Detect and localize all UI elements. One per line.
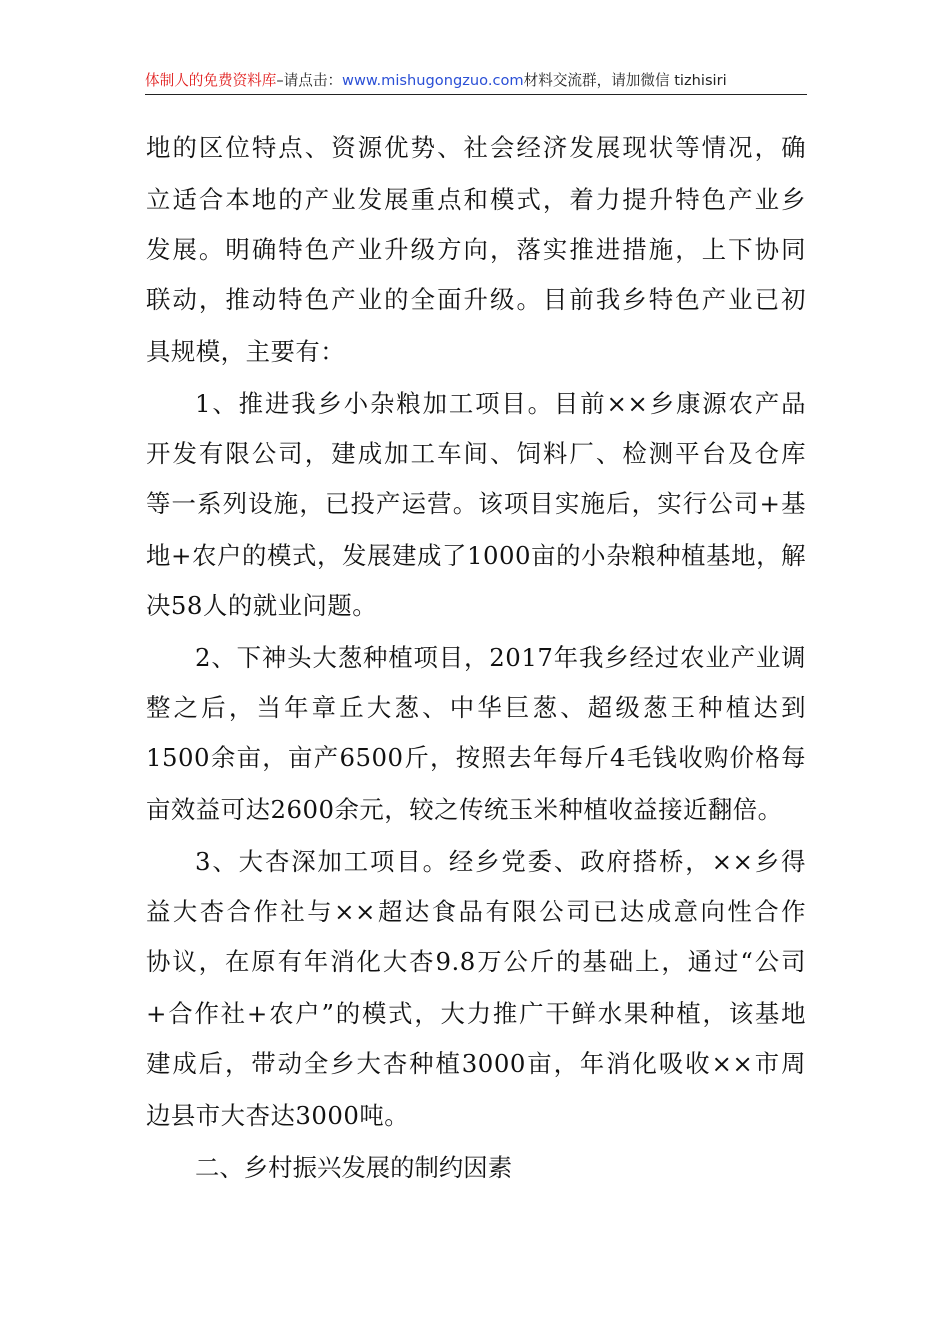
text-line: 发展。明确特色产业升级方向，落实推进措施，上下协同 (146, 235, 806, 264)
text-line: 决58人的就业问题。 (146, 591, 378, 620)
header-cta: –请点击： (276, 72, 343, 89)
section-heading: 二、乡村振兴发展的制约因素 (195, 1153, 513, 1182)
text-line: 地的区位特点、资源优势、社会经济发展现状等情况，确 (146, 133, 806, 162)
text-line: 2、下神头大葱种植项目，2017年我乡经过农业产业调 (195, 643, 806, 672)
text-line: +合作社+农户”的模式，大力推广干鲜水果种植，该基地 (146, 999, 806, 1028)
header-note: 材料交流群，请加微信 tizhisiri (523, 72, 727, 89)
text-line: 等一系列设施，已投产运营。该项目实施后，实行公司+基 (146, 489, 806, 518)
header-brand: 体制人的免费资料库 (145, 72, 277, 89)
text-line: 1500余亩，亩产6500斤，按照去年每斤4毛钱收购价格每 (146, 743, 806, 772)
page-header (145, 68, 807, 95)
text-line: 开发有限公司，建成加工车间、饲料厂、检测平台及仓库 (146, 439, 806, 468)
text-line: 3、大杏深加工项目。经乡党委、政府搭桥，××乡得 (195, 847, 806, 876)
text-line: 立适合本地的产业发展重点和模式，着力提升特色产业乡 (146, 185, 806, 214)
text-line: 1、推进我乡小杂粮加工项目。目前××乡康源农产品 (195, 389, 806, 418)
text-line: 建成后，带动全乡大杏种植3000亩，年消化吸收××市周 (146, 1049, 806, 1078)
header-url-link[interactable]: www.mishugongzuo.com (342, 72, 524, 89)
text-line: 协议，在原有年消化大杏9.8万公斤的基础上，通过“公司 (146, 947, 806, 976)
text-line: 益大杏合作社与××超达食品有限公司已达成意向性合作 (146, 897, 806, 926)
text-line: 亩效益可达2600余元，较之传统玉米种植收益接近翻倍。 (146, 795, 783, 824)
text-line: 具规模，主要有： (146, 337, 346, 366)
text-line: 地+农户的模式，发展建成了1000亩的小杂粮种植基地，解 (146, 541, 806, 570)
text-line: 整之后，当年章丘大葱、中华巨葱、超级葱王种植达到 (146, 693, 806, 722)
text-line: 联动，推动特色产业的全面升级。目前我乡特色产业已初 (146, 285, 806, 314)
text-line: 边县市大杏达3000吨。 (146, 1101, 410, 1130)
